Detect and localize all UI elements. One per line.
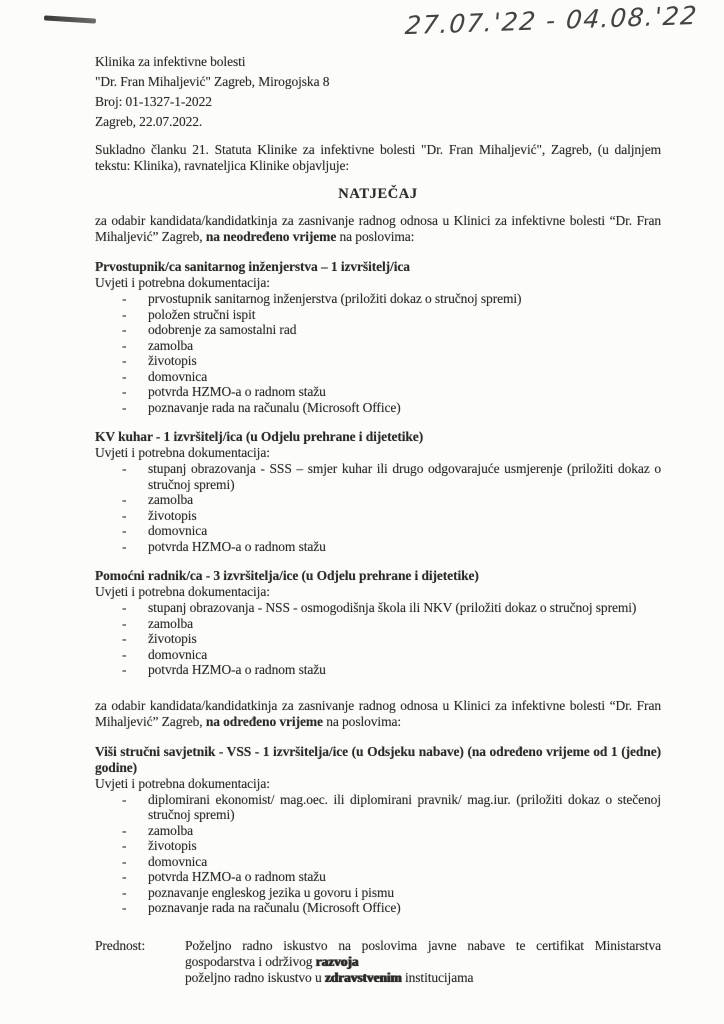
- requirement-item: - poznavanje engleskog jezika u govoru i pismu: [122, 885, 661, 901]
- smudged-word-zdravstvenim: zdravstvenim: [324, 969, 402, 985]
- job-section-prvostupnik: [95, 259, 661, 415]
- requirement-item: - potvrda HZMO-a o radnom stažu: [122, 539, 661, 555]
- call-permanent-post: na poslovima:: [336, 229, 415, 244]
- job-title: KV kuhar - 1 izvršitelj/ica (u Odjelu prehrane i dijetetike): [95, 429, 424, 444]
- call-permanent-paragraph: [95, 213, 661, 245]
- requirement-item: - poznavanje rada na računalu (Microsoft Office): [122, 900, 661, 916]
- requirements-label: Uvjeti i potrebna dokumentacija:: [95, 584, 270, 599]
- requirement-item: - stupanj obrazovanja - NSS - osmogodišnja škola ili NKV (priložiti dokaz o stručnoj spremi): [122, 600, 661, 616]
- letterhead-line-number: Broj: 01-1327-1-2022: [95, 94, 212, 109]
- requirements-label: Uvjeti i potrebna dokumentacija:: [95, 275, 270, 290]
- requirements-list: [95, 792, 661, 916]
- requirements-label: Uvjeti i potrebna dokumentacija:: [95, 445, 270, 460]
- call-fixed-emphasis: na određeno vrijeme: [205, 713, 323, 729]
- requirement-item: - zamolba: [122, 616, 661, 632]
- call-fixed-paragraph: [95, 698, 661, 730]
- letterhead: [95, 52, 661, 132]
- requirement-item: - položen stručni ispit: [122, 307, 661, 323]
- call-permanent-emphasis: na neodređeno vrijeme: [205, 229, 337, 244]
- job-section-kv-kuhar: [95, 429, 661, 554]
- scan-smudge-mark: [44, 15, 96, 23]
- requirement-item: - potvrda HZMO-a o radnom stažu: [122, 662, 661, 678]
- requirement-item: - domovnica: [122, 854, 661, 870]
- advantage-label: Prednost:: [95, 937, 146, 953]
- requirements-list: [95, 600, 661, 678]
- handwritten-date: 27.07.'22 - 04.08.'22: [403, 0, 700, 41]
- call-permanent-pre: za odabir kandidata/kandidatkinja za zasnivanje radnog odnosa u Klinici za infektivne bolesti “Dr. Fran Mihaljević” Zagreb,: [95, 213, 661, 244]
- advantage-block: [95, 938, 661, 986]
- requirement-item: - potvrda HZMO-a o radnom stažu: [122, 869, 661, 885]
- requirement-item: - domovnica: [122, 523, 661, 539]
- call-fixed-post: na poslovima:: [322, 713, 402, 729]
- job-section-visi-strucni-savjetnik: [95, 744, 661, 916]
- requirement-item: - odobrenje za samostalni rad: [122, 322, 661, 338]
- advantage-text: [185, 938, 661, 986]
- requirement-item: - poznavanje rada na računalu (Microsoft Office): [122, 400, 661, 416]
- requirement-item: - diplomirani ekonomist/ mag.oec. ili diplomirani pravnik/ mag.iur. (priložiti dokaz o stečenoj stručnoj spremi): [122, 792, 661, 823]
- call-fixed-pre: za odabir kandidata/kandidatkinja za zasnivanje radnog odnosa u Klinici za infektivne bolesti “Dr. Fran Mihaljević” Zagreb,: [95, 697, 661, 729]
- requirement-item: - životopis: [122, 508, 661, 524]
- requirement-item: - stupanj obrazovanja - SSS – smjer kuhar ili drugo odgovarajuće usmjerenje (priložiti dokaz o stručnoj spremi): [122, 461, 661, 492]
- job-section-pomocni-radnik: [95, 568, 661, 678]
- letterhead-line-date: Zagreb, 22.07.2022.: [95, 114, 203, 129]
- requirement-item: - životopis: [122, 631, 661, 647]
- requirements-list: [95, 461, 661, 554]
- requirements-label: Uvjeti i potrebna dokumentacija:: [95, 775, 270, 791]
- requirement-item: - životopis: [122, 838, 661, 854]
- advantage-line-2: poželjno radno iskustvo u zdravstvenim institucijama: [185, 969, 474, 985]
- requirements-list: [95, 291, 661, 415]
- requirement-item: - domovnica: [122, 647, 661, 663]
- requirement-item: - prvostupnik sanitarnog inženjerstva (priložiti dokaz o stručnoj spremi): [122, 291, 661, 307]
- requirement-item: - potvrda HZMO-a o radnom stažu: [122, 384, 661, 400]
- advantage-line-1: Poželjno radno iskustvo na poslovima javne nabave te certifikat Ministarstva gospodarstva i održivog razvoja: [185, 937, 661, 969]
- document-title: NATJEČAJ: [338, 186, 418, 202]
- requirement-item: - zamolba: [122, 338, 661, 354]
- job-title: Pomoćni radnik/ca - 3 izvršitelja/ice (u Odjelu prehrane i dijetetike): [95, 568, 479, 583]
- letterhead-line-address: "Dr. Fran Mihaljević" Zagreb, Mirogojska 8: [95, 74, 330, 89]
- requirement-item: - zamolba: [122, 823, 661, 839]
- letterhead-line-institution: Klinika za infektivne bolesti: [95, 54, 246, 69]
- intro-paragraph: Sukladno članku 21. Statuta Klinike za infektivne bolesti "Dr. Fran Mihaljević", Zagreb, (u daljnjem tekstu: Klinika), ravnateljica Klinike objavljuje:: [95, 142, 661, 173]
- job-title: Viši stručni savjetnik - VSS - 1 izvršitelja/ice (u Odsjeku nabave) (na određeno vrijeme od 1 (jedne) godine): [95, 743, 661, 775]
- requirement-item: - domovnica: [122, 369, 661, 385]
- job-title: Prvostupnik/ca sanitarnog inženjerstva – 1 izvršitelj/ica: [95, 259, 410, 274]
- smudged-word-razvoja: razvoja: [315, 953, 359, 969]
- requirement-item: - zamolba: [122, 492, 661, 508]
- requirement-item: - životopis: [122, 353, 661, 369]
